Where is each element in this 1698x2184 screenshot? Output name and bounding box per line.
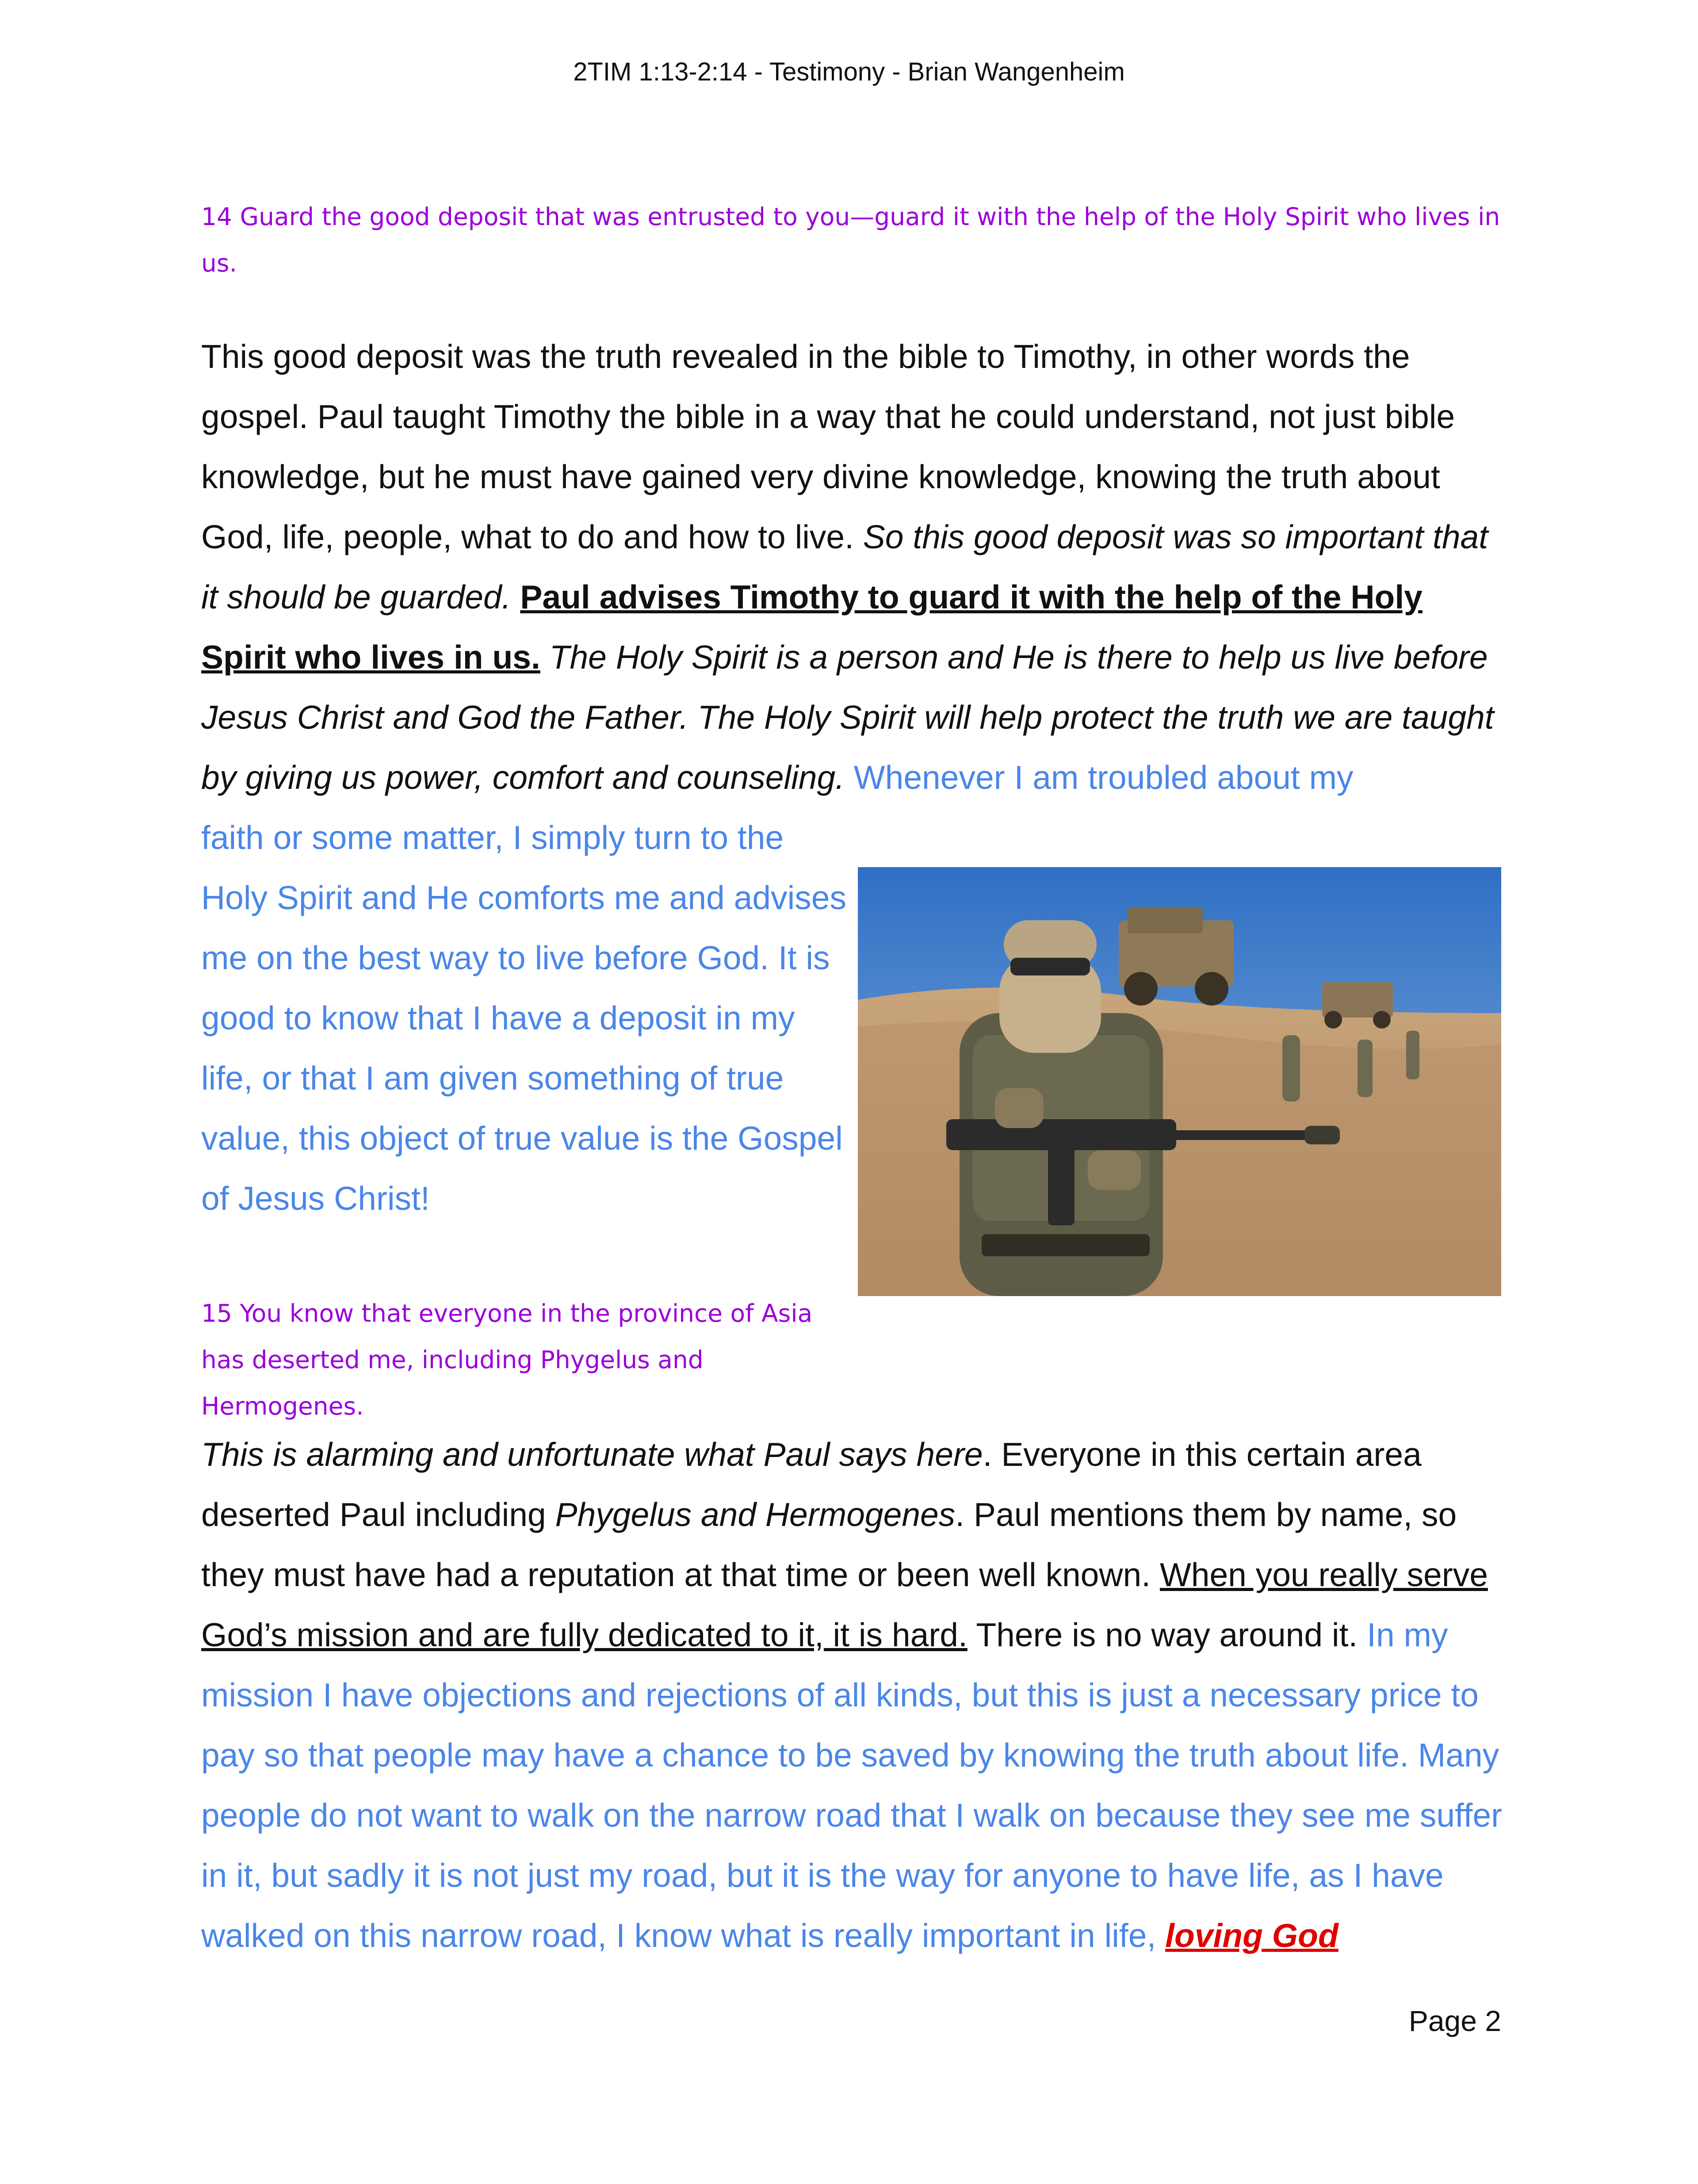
space [511, 578, 520, 616]
verse-15-text: 15 You know that everyone in the province of Asia has deserted me, including Phygelus and Hermogenes. [201, 1299, 813, 1420]
bold-underline-text: Paul advises Timothy to guard it with the help of the Holy Spirit who lives in us. [201, 578, 1423, 676]
italic-names: Phygelus and Hermogenes [555, 1496, 956, 1533]
paragraph-2-body [201, 1424, 1510, 1966]
soldier-photo [858, 867, 1501, 1296]
testimony-text: In my mission I have objections and rejections of all kinds, but this is just a necessary price to pay so that people may have a chance to be saved by knowing the truth about life. Many people do not want to walk on the narrow road that I walk on because they see me suffer in it, but sadly it is not just my road, but it is the way for anyone to have life, as I have walked on this narrow road, I know what is really important in life, [201, 1616, 1503, 1954]
space [540, 639, 550, 676]
commentary-paragraph-2 [201, 1424, 1510, 1966]
plain-text: . Paul mentions them by name, so they must have had a reputation at that time or been well known. [201, 1496, 1457, 1593]
paragraph-1-body [201, 326, 1510, 807]
soldier-desert-image [858, 867, 1501, 1296]
page-number: Page 2 [1408, 2004, 1501, 2037]
page-header: 2TIM 1:13-2:14 - Testimony - Brian Wangenheim [573, 57, 1125, 86]
verse-14: 14 Guard the good deposit that was entrusted to you—guard it with the help of the Holy Spirit who lives in us. [201, 203, 1500, 277]
testimony-text-wrapped: faith or some matter, I simply turn to the Holy Spirit and He comforts me and advises me on the best way to live before God. It is good to know that I have a deposit in my life, or that I am given something of true value, this object of true value is the Gospel of Jesus Christ! [201, 819, 846, 1217]
italic-text: The Holy Spirit is a person and He is there to help us live before Jesus Christ and God the Father. The Holy Spirit will help protect the truth we are taught by giving us power, comfort and counseling. [201, 639, 1494, 796]
plain-text: This good deposit was the truth revealed in the bible to Timothy, in other words the gospel. Paul taught Timothy the bible in a way that he could understand, not just bible knowledge, but he must have gained very divine knowledge, knowing the truth about God, life, people, what to do and how to live. [201, 338, 1455, 555]
plain-text: . Everyone in this certain area deserted Paul including [201, 1436, 1422, 1533]
emphasis-loving-god: loving God [1165, 1917, 1339, 1954]
underlined-text: When you really serve God’s mission and are fully dedicated to it, it is hard. [201, 1556, 1488, 1653]
italic-text: So this good deposit was so important that it should be guarded. [201, 518, 1488, 616]
verse-15 [201, 1290, 1506, 1430]
testimony-text: Whenever I am troubled about my [845, 759, 1354, 796]
italic-text: This is alarming and unfortunate what Paul says here [201, 1436, 983, 1473]
plain-text: There is no way around it. [967, 1616, 1367, 1653]
